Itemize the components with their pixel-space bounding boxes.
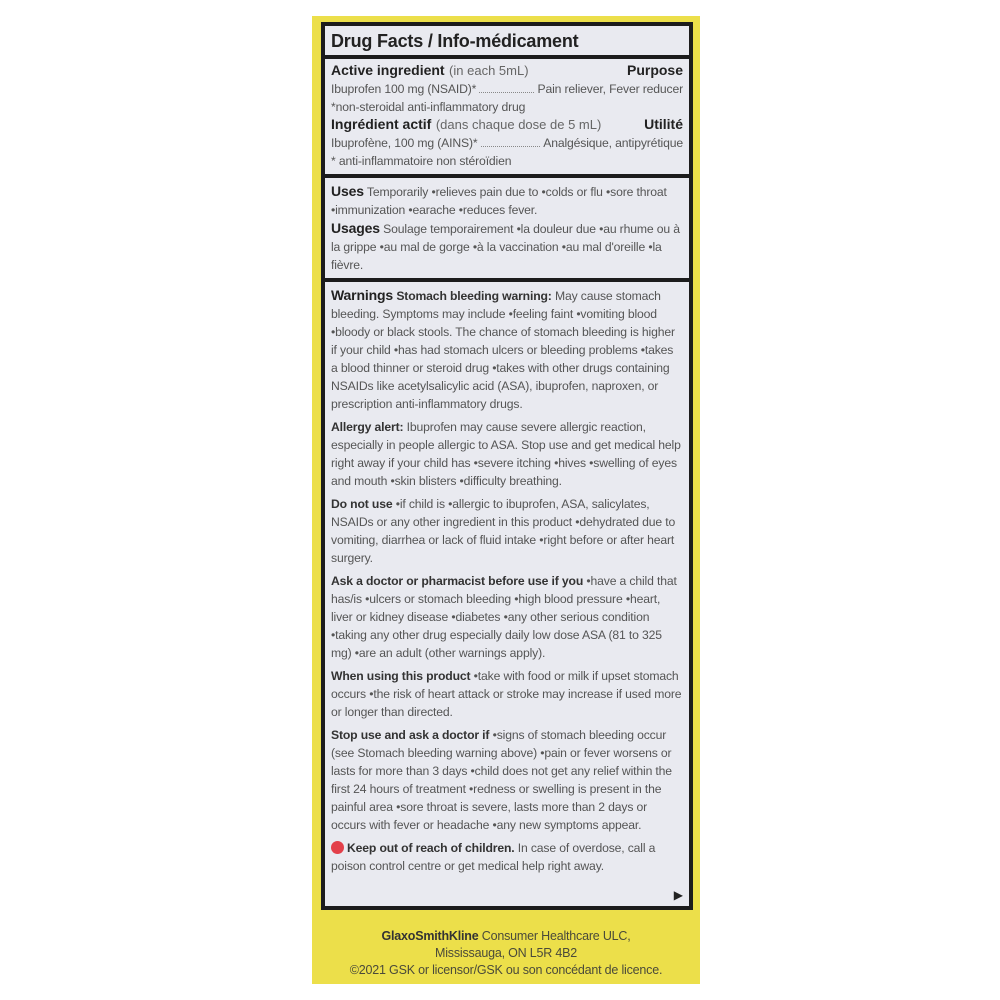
do-not-use-text: •if child is •allergic to ibuprofen, ASA, salicylates, NSAIDs or any other ingredient in this product •dehydrated due to vomiting, diarrhea or lack of fluid intake •right before or after heart surgery. [331,497,676,565]
drug-facts-panel [321,22,693,910]
company-name: GlaxoSmithKline [381,929,479,943]
ask-doctor-label: Ask a doctor or pharmacist before use if you [331,574,584,588]
ingredient-purpose: Pain reliever, Fever reducer [537,82,683,96]
allergy-alert-label: Allergy alert: [331,420,404,434]
manufacturer-footer [312,928,700,979]
uses-text: Temporarily •relieves pain due to •colds or flu •sore throat •immunization •earache •reduces fever. [331,185,667,217]
ingredient-footnote: *non-steroidal anti-inflammatory drug [331,100,526,114]
allergy-alert-text: Ibuprofen may cause severe allergic reaction, especially in people allergic to ASA. Stop use and get medical help right away if your child has •severe itching •hives •swelling of eyes and mouth •skin blisters •difficulty breathing. [331,420,681,488]
company-address: Mississauga, ON L5R 4B2 [435,946,577,960]
fr-ingredient-footnote: * anti-inflammatoire non stéroïdien [331,154,512,168]
when-using-text: •take with food or milk if upset stomach occurs •the risk of heart attack or stroke may increase if used more or longer than directed. [331,669,682,719]
stop-use-text: •signs of stomach bleeding occur (see Stomach bleeding warning above) •pain or fever worsens or lasts for more than 3 days •child does not get any relief within the first 24 hours of treatment •redness or swelling is present in the painful area •sore throat is severe, lasts more than 2 days or occurs with fever or headache •any new symptoms appear. [331,728,672,832]
active-ingredient-section [325,59,689,174]
fr-purpose-heading: Utilité [644,116,683,132]
stomach-warning-text: May cause stomach bleeding. Symptoms may include •feeling faint •vomiting blood •bloody or black stools. The chance of stomach bleeding is higher if your child •has had stomach ulcers or bleeding problems •takes a blood thinner or steroid drug •takes with other drugs containing NSAIDs like acetylsalicylic acid (ASA), ibuprofen, naproxen, or prescription anti-inflammatory drugs. [331,289,675,411]
purpose-heading: Purpose [626,62,683,78]
uses-section [325,178,689,278]
ingredient-name: Ibuprofen 100 mg (NSAID)* [331,82,477,96]
uses-heading: Uses [331,183,364,199]
active-ingredient-heading: Active ingredient [331,62,445,78]
when-using-label: When using this product [331,669,471,683]
fr-leader-dots [481,146,541,147]
drug-facts-title: Drug Facts / Info-médicament [325,26,689,55]
company-rest: Consumer Healthcare ULC, [481,929,631,943]
do-not-use-label: Do not use [331,497,393,511]
fr-uses-heading: Usages [331,220,380,236]
stomach-warning-label: Stomach bleeding warning: [396,289,552,303]
fr-ingredient-name: Ibuprofène, 100 mg (AINS)* [331,136,478,150]
stop-use-label: Stop use and ask a doctor if [331,728,490,742]
copyright: ©2021 GSK or licensor/GSK ou son concédant de licence. [349,963,663,977]
fr-ingredient-purpose: Analgésique, antipyrétique [543,136,683,150]
keep-away-text: In case of overdose, call a poison control centre or get medical help right away. [331,841,656,873]
ask-doctor-text: •have a child that has/is •ulcers or stomach bleeding •high blood pressure •heart, liver or kidney disease •diabetes •any other serious condition •taking any other drug especially daily low dose ASA (81 to 325 mg) •are an adult (other warnings apply). [331,574,677,660]
fr-active-ingredient-heading: Ingrédient actif [331,116,432,132]
fr-active-ingredient-note: (dans chaque dose de 5 mL) [435,117,602,132]
fr-uses-text: Soulage temporairement •la douleur due •au rhume ou à la grippe •au mal de gorge •à la vaccination •au mal d'oreille •la fièvre. [331,222,680,272]
keep-away-label: Keep out of reach of children. [347,841,515,855]
red-dot-icon [331,841,344,854]
leader-dots [479,92,534,93]
continue-arrow-icon: ▶ [673,888,683,902]
active-ingredient-note: (in each 5mL) [449,63,529,78]
warnings-heading: Warnings [331,287,394,303]
warnings-section [325,282,689,906]
